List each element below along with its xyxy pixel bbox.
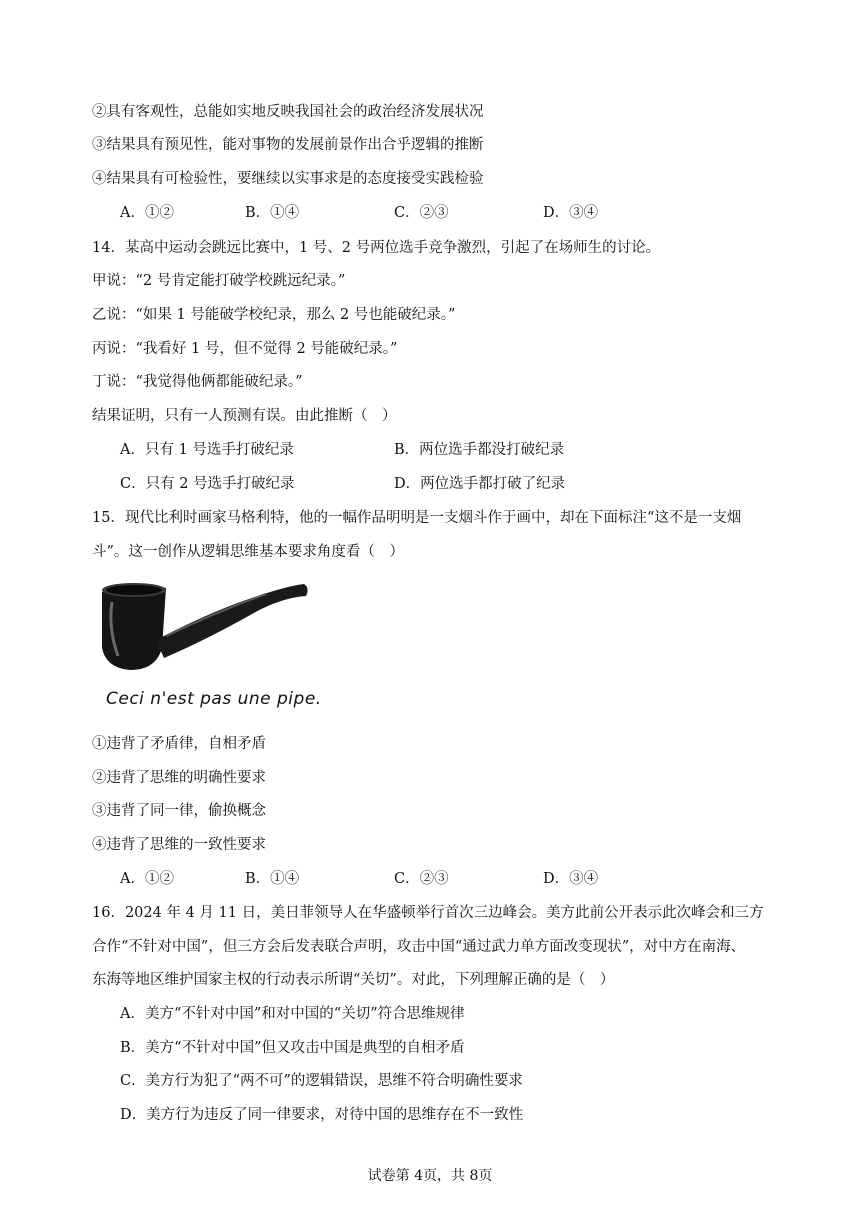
q13-statement-2: ②具有客观性，总能如实地反映我国社会的政治经济发展状况 <box>92 104 484 120</box>
q14-yi: 乙说：“如果 1 号能破学校纪录，那么 2 号也能破纪录。” <box>92 307 456 323</box>
q13-option-d: D．③④ <box>543 205 599 221</box>
q15-option-c: C．②③ <box>394 871 449 887</box>
q15-statement-2: ②违背了思维的明确性要求 <box>92 770 266 786</box>
q16-option-a: A．美方“不针对中国”和对中国的“关切”符合思维规律 <box>120 1006 465 1022</box>
pipe-image <box>96 578 316 678</box>
q16-option-c: C．美方行为犯了“两不可”的逻辑错误，思维不符合明确性要求 <box>120 1073 523 1089</box>
q15-statement-4: ④违背了思维的一致性要求 <box>92 837 266 853</box>
q15-statement-1: ①违背了矛盾律，自相矛盾 <box>92 736 266 752</box>
q13-statement-3: ③结果具有预见性，能对事物的发展前景作出合乎逻辑的推断 <box>92 137 484 153</box>
q16-option-d: D．美方行为违反了同一律要求，对待中国的思维存在不一致性 <box>120 1107 524 1123</box>
q16-stem-line2: 合作“不针对中国”，但三方会后发表联合声明，攻击中国“通过武力单方面改变现状”，对中方在南海、 <box>92 939 746 955</box>
q13-statement-4: ④结果具有可检验性，要继续以实事求是的态度接受实践检验 <box>92 171 484 187</box>
q16-option-b: B．美方“不针对中国”但又攻击中国是典型的自相矛盾 <box>120 1040 465 1056</box>
q16-stem-line3: 东海等地区维护国家主权的行动表示所谓“关切”。对此，下列理解正确的是（ ） <box>92 972 615 988</box>
q14-stem: 14．某高中运动会跳远比赛中，1 号、2 号两位选手竞争激烈，引起了在场师生的讨论。 <box>92 240 661 256</box>
q13-option-b: B．①④ <box>245 205 300 221</box>
q13-option-c: C．②③ <box>394 205 449 221</box>
q14-option-a: A．只有 1 号选手打破纪录 <box>120 442 294 458</box>
q14-option-b: B．两位选手都没打破纪录 <box>394 442 565 458</box>
q14-option-d: D．两位选手都打破了纪录 <box>394 476 566 492</box>
page-footer: 试卷第 4页，共 8页 <box>367 1168 493 1184</box>
q14-conclusion: 结果证明，只有一人预测有误。由此推断（ ） <box>92 408 397 424</box>
q15-stem-line1: 15．现代比利时画家马格利特，他的一幅作品明明是一支烟斗作于画中，却在下面标注“这不是一支烟 <box>92 510 742 526</box>
q15-stem-line2: 斗”。这一创作从逻辑思维基本要求角度看（ ） <box>92 544 404 560</box>
q15-option-b: B．①④ <box>245 871 300 887</box>
q14-option-c: C．只有 2 号选手打破纪录 <box>120 476 295 492</box>
q16-stem-line1: 16．2024 年 4 月 11 日，美日菲领导人在华盛顿举行首次三边峰会。美方此前公开表示此次峰会和三方 <box>92 905 764 921</box>
pipe-caption: Ceci n'est pas une pipe. <box>106 689 322 709</box>
q14-ding: 丁说：“我觉得他俩都能破纪录。” <box>92 374 303 390</box>
q15-option-a: A．①② <box>120 871 174 887</box>
q14-bing: 丙说：“我看好 1 号，但不觉得 2 号能破纪录。” <box>92 341 398 357</box>
q13-option-a: A．①② <box>120 205 174 221</box>
q15-option-d: D．③④ <box>543 871 599 887</box>
q15-statement-3: ③违背了同一律，偷换概念 <box>92 803 266 819</box>
q14-jia: 甲说：“2 号肯定能打破学校跳远纪录。” <box>92 273 346 289</box>
